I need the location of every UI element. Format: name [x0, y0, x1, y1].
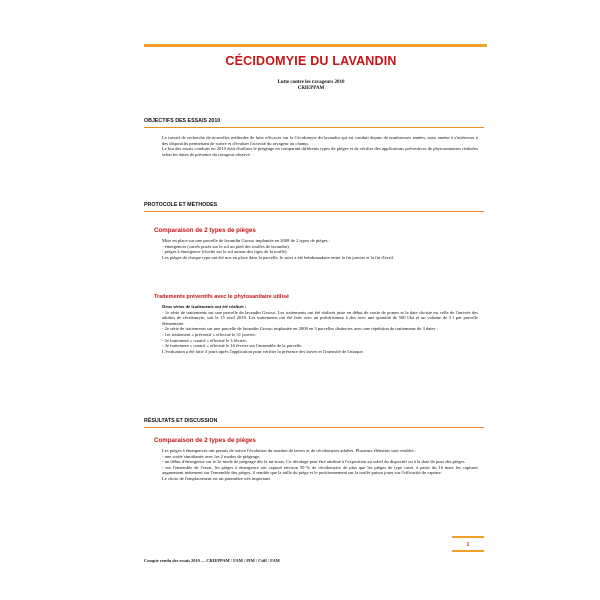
subsection-title-treatments: Traitements préventifs avec le phytosanitaire utilisé [154, 294, 290, 300]
subsection-title-traps: Comparaison de 2 types de pièges [154, 227, 256, 234]
treatments-item: - 1e série de traitements sur une parcelle de lavandin Grosso. Les traitements ont été réalisés juste en début de sortie de pontes et la date choisie est celle de l'arrivée des adultes de cécidomyie, soit le 15 avril 2010. Les traitements ont été faits avec un pulvérisateur à dos avec une quantité de 500 l/ha et un volume de 3 l par parcelle élémentaire. [162, 309, 478, 326]
traps-bullet: - émergences (carrés posés sur le sol au pied des touffes de lavandin), [162, 243, 290, 249]
treatments-intro: Deux séries de traitements ont été réalisés : [162, 304, 247, 309]
results-text [162, 448, 478, 482]
treatments-item: - 2e série de traitements sur une parcelle de lavandin Grosso implantée en 2008 en 3 parcelles distinctes avec une répétition de traitements de 3 dates : [162, 326, 438, 332]
treatments-item: - 3e traitement « curatif » effectué le 16 février sur l'ensemble de la parcelle. [162, 343, 303, 349]
page-number-box [452, 536, 484, 552]
document-subtitle: Lutte contre les ravageurs 2010 [277, 80, 345, 85]
section-divider [144, 211, 484, 212]
section-divider [144, 127, 484, 128]
section-divider [144, 427, 484, 428]
objectives-text [162, 135, 478, 157]
page-footer: Compte rendu des essais 2010 — CRIEPPAM / FAM / PIM / Ctifl / FAM [144, 558, 280, 563]
section-heading-objectives: OBJECTIFS DES ESSAIS 2010 [144, 118, 221, 124]
results-paragraph: Les pièges à émergences ont permis de suivre l'évolution du nombre de larves et de cécidomyies adultes. Plusieurs éléments sont visibles : [162, 448, 417, 453]
subsection-title-results-traps: Comparaison de 2 types de pièges [154, 437, 256, 444]
results-paragraph: - sur l'ensemble de l'essai, les pièges à émergence ont capturé environ 50 % de cécidomyies de plus que les pièges de type carré, à partir du 16 mars les captures augmentent nettement sur l'ensemble des pièges, il semble que la taille du piège et le positionnement sur la touffe puisse jouer sur l'efficacité de capture. [162, 464, 478, 476]
document-title: CÉCIDOMYIE DU LAVANDIN [225, 54, 397, 68]
page-number-bottom-bar [452, 550, 484, 552]
document-page [136, 0, 486, 600]
treatments-item: - 2e traitement « curatif » effectué le 3 février, [162, 337, 247, 343]
page-number: 1 [466, 542, 470, 548]
traps-outro: Les pièges de chaque type ont été mis en place dans la parcelle, le suivi a été hebdomadaire entre la fin janvier et la fin d'avril. [162, 254, 395, 260]
treatments-item: - 1er traitement « préventif » effectué le 31 janvier, [162, 331, 256, 337]
results-paragraph: - une sortie simultanée avec les 2 modes de piégeage, [162, 453, 261, 459]
traps-method-text [162, 238, 478, 260]
page-number-top-bar [452, 536, 484, 538]
treatments-outro: L'évaluation a été faite 3 jours après l'application pour vérifier la présence des larves et l'intensité de l'attaque. [162, 348, 364, 354]
treatments-method-text [162, 304, 478, 354]
traps-bullet: - pièges à émergence (cloche sur le sol autour des tiges de la touffe). [162, 249, 288, 255]
section-heading-methods: PROTOCOLE ET MÉTHODES [144, 202, 218, 208]
top-accent-bar [144, 44, 487, 47]
section-heading-results: RÉSULTATS ET DISCUSSION [144, 418, 218, 424]
objectives-paragraph-1: Le travail de recherche de nouvelles méthodes de lutte efficaces sur la Cécidomyie du lavandin qui est conduit depuis de nombreuses années, nous amène à s'intéresser à des dispositifs permettant de suivre et d'évaluer l'activité du ravageur au champ. [162, 135, 478, 146]
results-paragraph: Le choix de l'emplacement est un paramètre très important. [162, 475, 271, 481]
traps-intro: Mise en place sur une parcelle de lavandin Grosso implantée en 2008 de 2 types de pièges : [162, 238, 331, 243]
results-paragraph: - un début d'émergence sur le 2e mode de piégeage dès la mi-mars. Ce décalage peut être attribué à l'exposition au soleil du dispositif ou à la date de pose des pièges. [162, 459, 466, 465]
document-author: CRIEPPAM [297, 86, 325, 91]
objectives-paragraph-2: Le but des essais conduits en 2010 était d'utiliser le piégeage en comparant différents types de pièges et de vérifier des applications préventives de phytosanitaires réalisées selon les dates de présence du ravageur observé. [162, 146, 478, 157]
